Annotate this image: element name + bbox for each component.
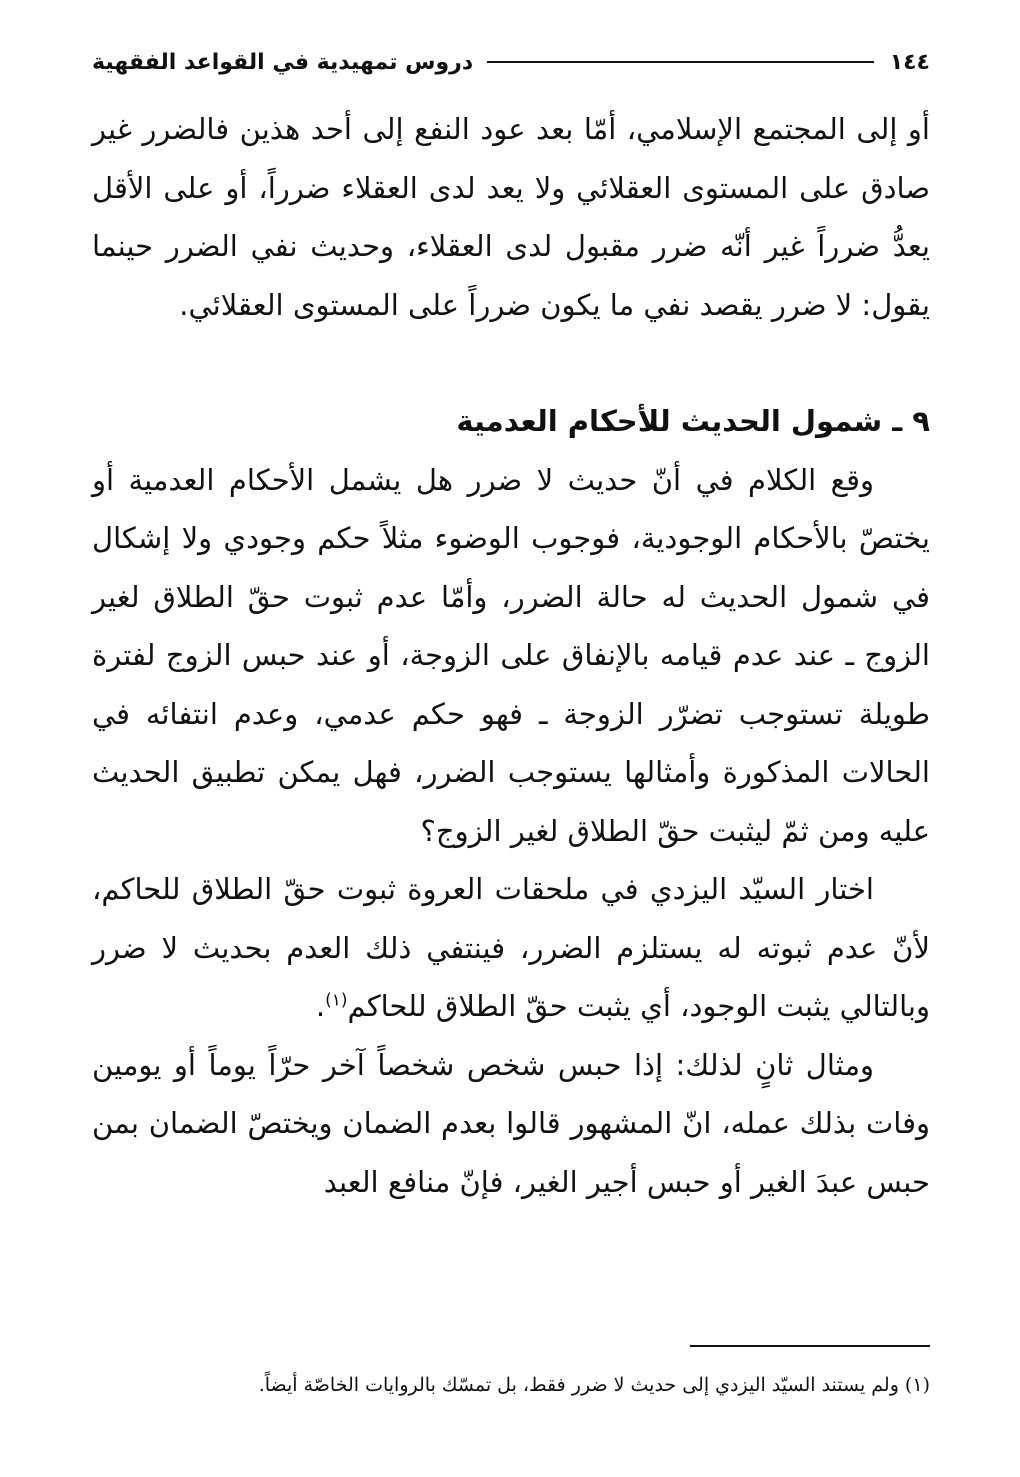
section-heading: ٩ ـ شمول الحديث للأحكام العدمية: [456, 404, 930, 438]
footnote-divider: [690, 1345, 930, 1347]
paragraph-2: وقع الكلام في أنّ حديث لا ضرر هل يشمل الأحكام العدمية أو يختصّ بالأحكام الوجودية، فوجوب الوضوء مثلاً حكم وجودي ولا إشكال في شمول الحديث له حالة الضرر، وأمّا عدم ثبوت حقّ الطلاق لغير الزوج ـ عند عدم قيامه بالإنفاق على الزوجة، أو عند حبس الزوج لفترة طويلة تستوجب تضرّر الزوجة ـ فهو حكم عدمي، وعدم انتفائه في الحالات المذكورة وأمثالها يستوجب الضرر، فهل يمكن تطبيق الحديث عليه ومن ثمّ ليثبت حقّ الطلاق لغير الزوج؟: [92, 462, 930, 848]
paragraph-3-text: اختار السيّد اليزدي في ملحقات العروة ثبوت حقّ الطلاق للحاكم، لأنّ عدم ثبوته له يستلزم الضرر، فينتفي ذلك العدم بحديث لا ضرر وبالتالي يثبت الوجود، أي يثبت حقّ الطلاق للحاكم: [92, 872, 930, 1023]
paragraph-3: [92, 860, 930, 1036]
footnote: (١) ولم يستند السيّد اليزدي إلى حديث لا ضرر فقط، بل تمسّك بالروايات الخاصّة أيضاً.: [258, 1374, 930, 1396]
header-rule: [487, 61, 874, 63]
running-title: دروس تمهيدية في القواعد الفقهية: [92, 49, 474, 75]
paragraph-3-end: .: [315, 989, 326, 1023]
main-text: [92, 100, 930, 1211]
section-spacer: [92, 334, 930, 392]
page-header: [92, 40, 930, 84]
paragraph-1: أو إلى المجتمع الإسلامي، أمّا بعد عود النفع إلى أحد هذين فالضرر غير صادق على المستوى العقلائي ولا يعد لدى العقلاء ضرراً، أو على الأقل يعدُّ ضرراً غير أنّه ضرر مقبول لدى العقلاء، وحديث نفي الضرر حينما يقول: لا ضرر يقصد نفي ما يكون ضرراً على المستوى العقلائي.: [92, 112, 930, 322]
paragraph-4: ومثال ثانٍ لذلك: إذا حبس شخص شخصاً آخر حرّاً يوماً أو يومين وفات بذلك عمله، انّ المشهور قالوا بعدم الضمان ويختصّ الضمان بمن حبس عبدَ الغير أو حبس أجير الغير، فإنّ منافع العبد: [92, 1047, 930, 1199]
footnote-reference[interactable]: (١): [325, 990, 348, 1011]
page-number: ١٤٤: [889, 49, 930, 75]
